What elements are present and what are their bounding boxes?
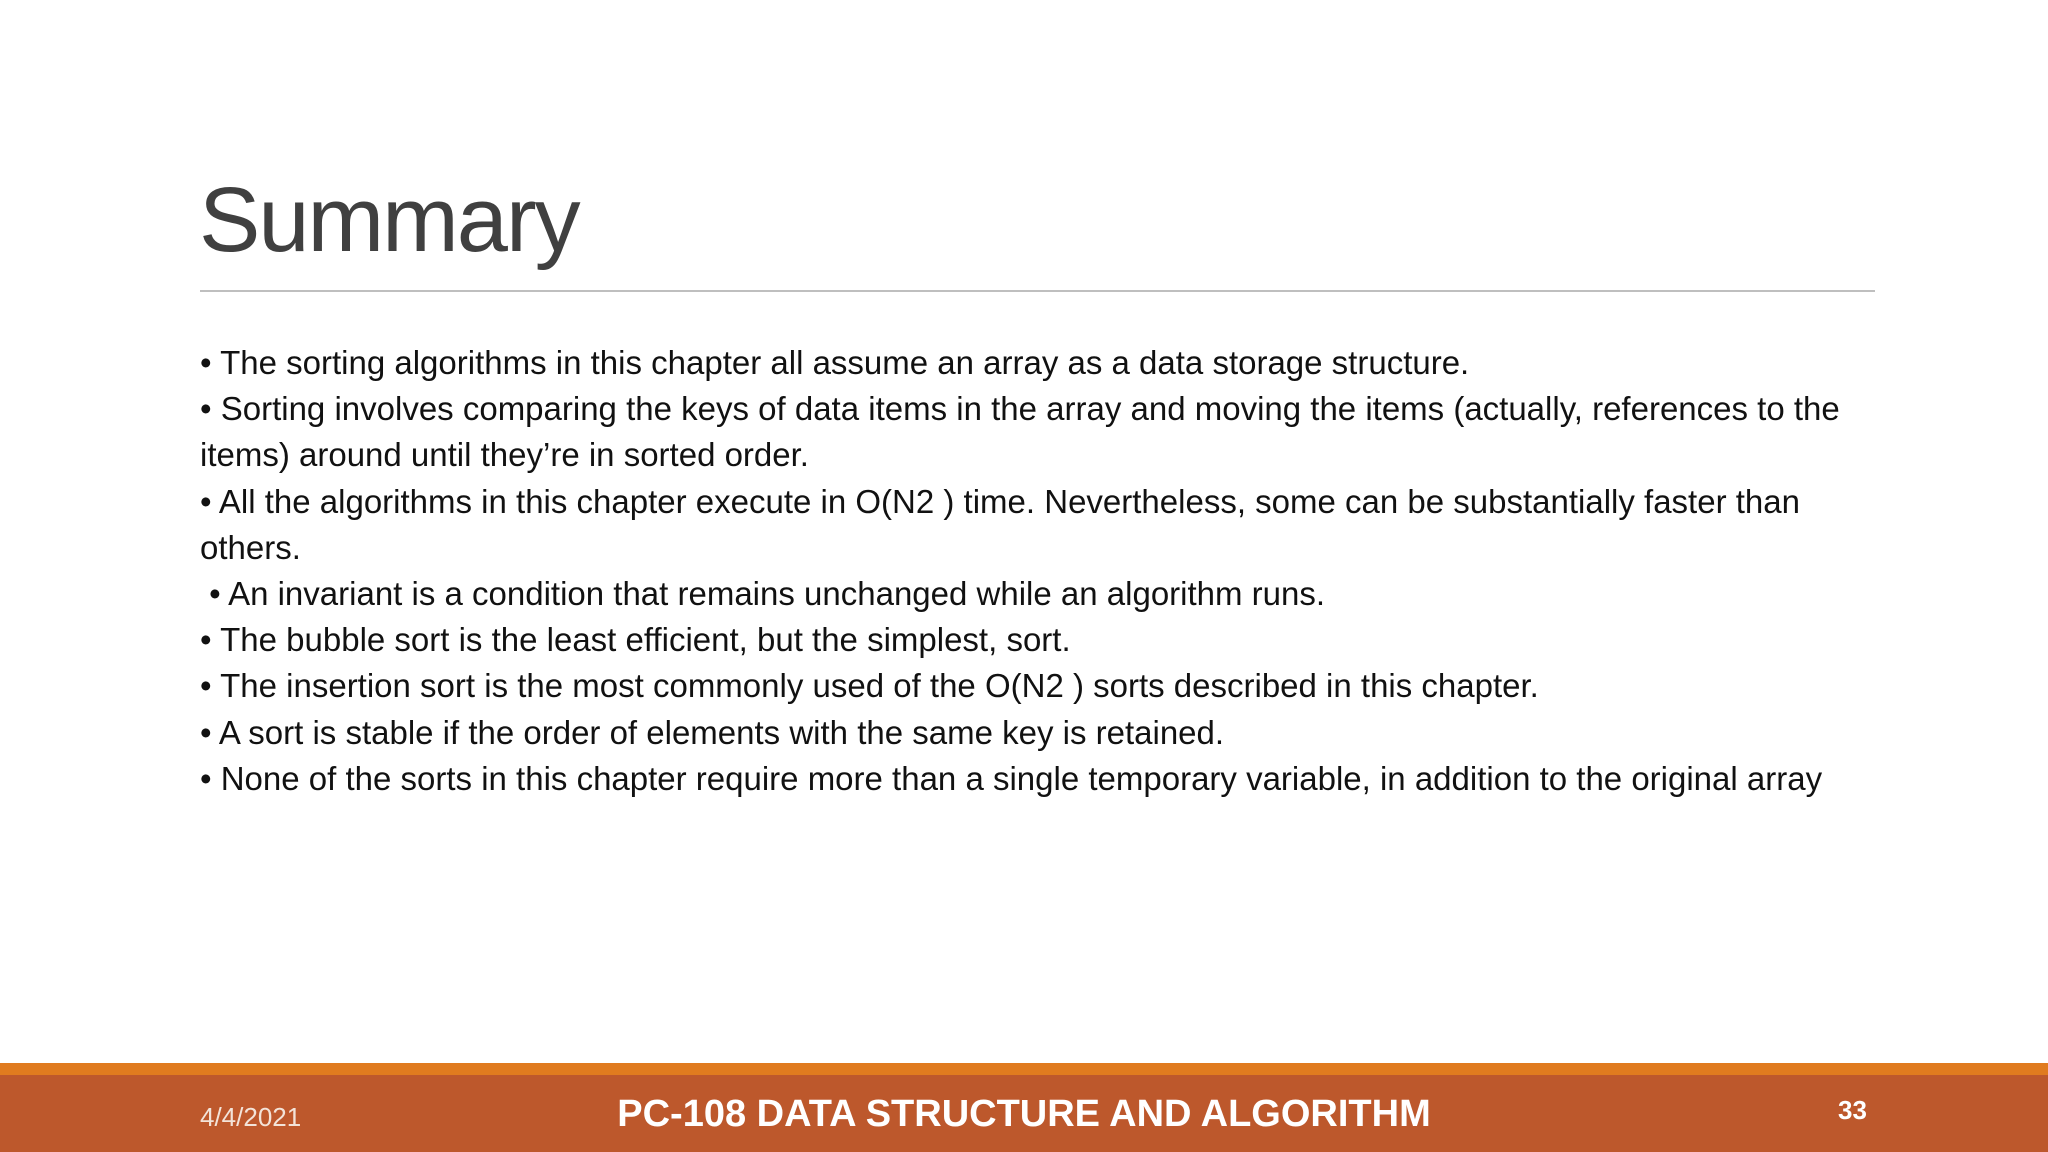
- footer-date: 4/4/2021: [200, 1102, 302, 1132]
- slide-title: Summary: [199, 169, 579, 271]
- bullet-item: • A sort is stable if the order of elements with the same key is retained.: [200, 713, 1225, 751]
- footer-bar: [0, 1075, 2048, 1152]
- bullet-item: • All the algorithms in this chapter execute in O(N2 ) time. Nevertheless, some can be substantially faster than others.: [200, 482, 1800, 566]
- bullet-item: • Sorting involves comparing the keys of data items in the array and moving the items (actually, references to the items) around until they’re in sorted order.: [200, 390, 1840, 474]
- footer-course-title: PC-108 DATA STRUCTURE AND ALGORITHM: [617, 1093, 1431, 1135]
- page-number: 33: [1838, 1095, 1867, 1125]
- bullet-list: [200, 340, 1880, 802]
- footer-accent-stripe: [0, 1063, 2048, 1075]
- bullet-item: • None of the sorts in this chapter require more than a single temporary variable, in addition to the original array: [200, 759, 1823, 797]
- bullet-item: • An invariant is a condition that remains unchanged while an algorithm runs.: [200, 575, 1326, 613]
- title-divider: [200, 290, 1875, 292]
- bullet-item: • The insertion sort is the most commonly used of the O(N2 ) sorts described in this chapter.: [200, 667, 1539, 705]
- bullet-item: • The sorting algorithms in this chapter all assume an array as a data storage structure.: [200, 344, 1470, 381]
- bullet-item: • The bubble sort is the least efficient, but the simplest, sort.: [200, 621, 1071, 659]
